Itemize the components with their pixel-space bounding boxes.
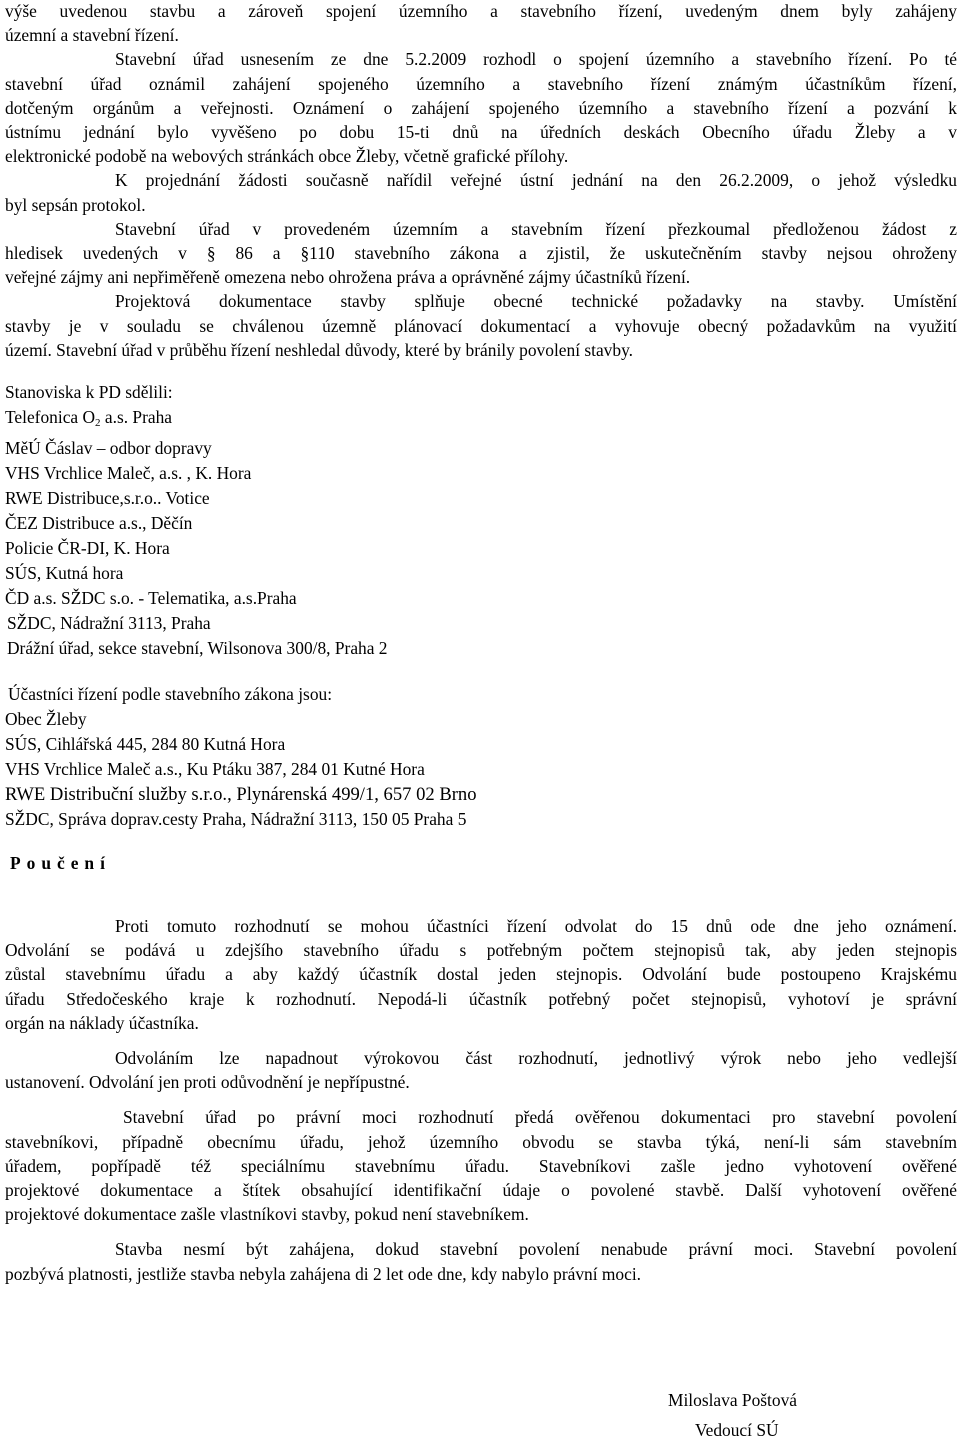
text-line: stavebníkovi, případně obecnímu úřadu, jehož územního obvodu se stavba týká, není-li sám stavebním [5, 1131, 957, 1152]
instructions-heading: Poučení [10, 853, 111, 874]
text-line: ustanovení. Odvolání jen proti odůvodnění je nepřípustné. [5, 1072, 410, 1093]
signature-title: Vedoucí SÚ [695, 1420, 779, 1440]
participants-item: Obec Žleby [5, 709, 87, 730]
text-line: úřadem, popřípadě též speciálnímu stavebnímu úřadu. Stavebníkovi zašle jedno vyhotovení ověřené [5, 1155, 957, 1176]
text-line: veřejné zájmy ani nepřiměřeně omezena nebo ohrožena práva a oprávněné zájmy účastníků řízení. [5, 267, 691, 288]
opinions-item: SŽDC, Nádražní 3113, Praha [7, 613, 211, 634]
participants-item: RWE Distribuční služby s.r.o., Plynárenská 499/1, 657 02 Brno [5, 784, 477, 806]
text-line: Stavební úřad po právní moci rozhodnutí předá ověřenou dokumentaci pro stavební povolení [123, 1107, 957, 1128]
participants-item: VHS Vrchlice Maleč a.s., Ku Ptáku 387, 284 01 Kutné Hora [5, 759, 425, 780]
participants-item: SÚS, Cihlářská 445, 284 80 Kutná Hora [5, 734, 286, 755]
text-line: pozbývá platnosti, jestliže stavba nebyla zahájena di 2 let ode dne, kdy nabylo právní moci. [5, 1263, 642, 1284]
opinions-item: RWE Distribuce,s.r.o.. Votice [5, 488, 210, 509]
text-line: K projednání žádosti současně nařídil veřejné ústní jednání na den 26.2.2009, o jehož výsledku [115, 170, 957, 191]
signature-name: Miloslava Poštová [668, 1390, 797, 1410]
text-line: elektronické podobě na webových stránkách obce Žleby, včetně grafické přílohy. [5, 146, 569, 167]
opinions-item: ČD a.s. SŽDC s.o. - Telematika, a.s.Praha [5, 588, 297, 609]
instructions-paragraph [5, 1237, 957, 1285]
review-paragraph [5, 217, 957, 290]
intro-paragraph [5, 0, 957, 47]
project-paragraph [5, 289, 957, 362]
opinions-heading: Stanoviska k PD sdělili: [5, 382, 173, 403]
text-line: dotčeným orgánům a veřejnosti. Oznámení o zahájení spojeného územního a stavebního řízení a pozvání k [5, 97, 957, 118]
text-line: hledisek uvedených v § 86 a §110 stavebního zákona a zjistil, že uskutečněním stavby nejsou ohroženy [5, 243, 957, 264]
opinions-item-text: a.s. Praha [100, 407, 173, 428]
opinions-item: MěÚ Čáslav – odbor dopravy [5, 438, 212, 459]
instructions-paragraph [5, 914, 957, 1035]
instructions-paragraph [5, 1046, 957, 1094]
opinions-item [5, 405, 957, 436]
text-line: Stavební úřad v provedeném územním a stavebním řízení přezkoumal předloženou žádost z [115, 218, 957, 239]
subscript: 2 [95, 417, 101, 430]
text-line: stavby je v souladu se chválenou územně plánovací dokumentací a vyhovuje obecný požadavkům na využití [5, 315, 957, 336]
participants-list [5, 682, 957, 832]
signature-block [668, 1385, 797, 1445]
text-line: Projektová dokumentace stavby splňuje obecné technické požadavky na stavby. Umístění [115, 291, 957, 312]
opinions-item: VHS Vrchlice Maleč, a.s. , K. Hora [5, 463, 252, 484]
text-line: území. Stavební úřad v průběhu řízení neshledal důvody, které by bránily povolení stavby. [5, 339, 633, 360]
opinions-item: Drážní úřad, sekce stavební, Wilsonova 300/8, Praha 2 [7, 638, 388, 659]
text-line: Odvoláním lze napadnout výrokovou část rozhodnutí, jednotlivý výrok nebo jeho vedlejší [115, 1048, 957, 1069]
text-line: stavební úřad oznámil zahájení spojeného územního a stavebního řízení známým účastníkům řízení, [5, 73, 957, 94]
text-line: projektové dokumentace zašle vlastníkovi stavby, pokud není stavebníkem. [5, 1204, 529, 1225]
document-page [5, 0, 957, 1286]
instructions-paragraph [5, 1105, 957, 1226]
participants-heading: Účastníci řízení podle stavebního zákona jsou: [8, 684, 333, 705]
participants-item: SŽDC, Správa doprav.cesty Praha, Nádražní 3113, 150 05 Praha 5 [5, 809, 467, 830]
text-line: projektové dokumentace a štítek obsahující identifikační údaje o povolené stavbě. Další vyhotovení ověřené [5, 1180, 957, 1201]
text-line: Stavba nesmí být zahájena, dokud stavební povolení nenabude právní moci. Stavební povolení [115, 1239, 957, 1260]
text-line: ústnímu jednání bylo vyvěšeno po dobu 15-ti dnů na úředních deskách Obecního úřadu Žleby a v [5, 122, 957, 143]
text-line: územní a stavební řízení. [5, 25, 179, 46]
text-line: byl sepsán protokol. [5, 194, 146, 215]
text-line: Odvolání se podává u zdejšího stavebního úřadu s potřebným počtem stejnopisů tak, aby jeden stejnopis [5, 940, 957, 961]
decision-paragraph [5, 47, 957, 168]
text-line: výše uvedenou stavbu a zároveň spojení územního a stavebního řízení, uvedeným dnem byly zahájeny [5, 1, 957, 21]
text-line: orgán na náklady účastníka. [5, 1012, 199, 1033]
opinions-item: ČEZ Distribuce a.s., Děčín [5, 513, 193, 534]
text-line: úřadu Středočeského kraje k rozhodnutí. Nepodá-li účastník potřebný počet stejnopisů, vyhotoví je správní [5, 988, 957, 1009]
hearing-paragraph [5, 168, 957, 216]
opinions-item: SÚS, Kutná hora [5, 563, 124, 584]
opinions-item: Policie ČR-DI, K. Hora [5, 538, 170, 559]
opinions-list [5, 380, 957, 661]
text-line: Stavební úřad usnesením ze dne 5.2.2009 rozhodl o spojení územního a stavebního řízení. Po té [115, 49, 957, 70]
opinions-item-text: Telefonica O [5, 407, 96, 428]
text-line: zůstal stavebnímu úřadu a aby každý účastník dostal jeden stejnopis. Odvolání bude postoupeno Krajskému [5, 964, 957, 985]
text-line: Proti tomuto rozhodnutí se mohou účastníci řízení odvolat do 15 dnů ode dne jeho oznámení. [115, 916, 957, 937]
